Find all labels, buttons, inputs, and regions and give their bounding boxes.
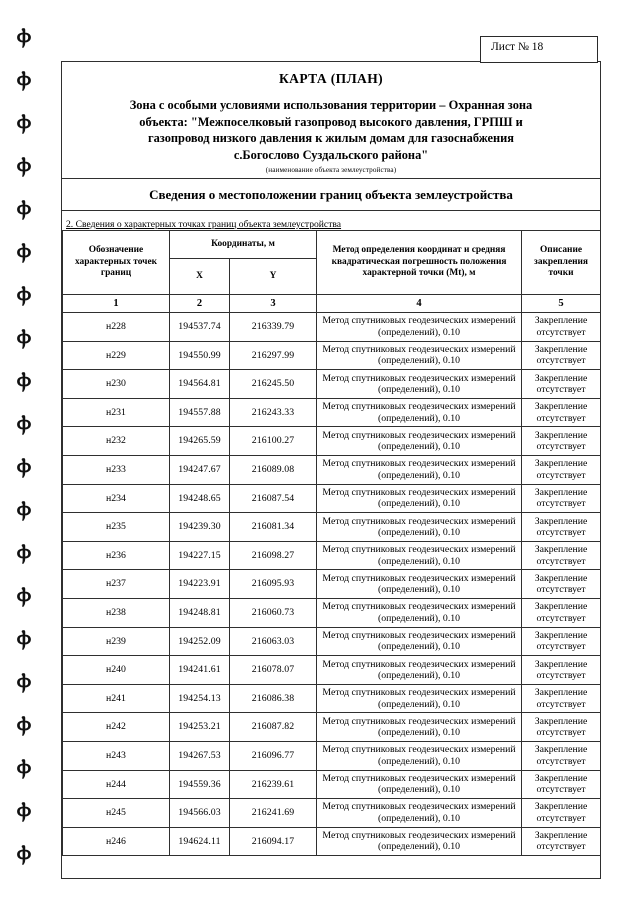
cell-point-designation: н240	[63, 656, 170, 685]
cell-fixing-description: Закрепление отсутствует	[522, 313, 601, 342]
cell-fixing-description: Закрепление отсутствует	[522, 684, 601, 713]
cell-point-designation: н236	[63, 541, 170, 570]
cell-coordinate-y: 216087.82	[230, 713, 317, 742]
cell-fixing-description: Закрепление отсутствует	[522, 513, 601, 542]
table-row	[63, 313, 601, 342]
cell-coordinate-y: 216060.73	[230, 598, 317, 627]
scan-artifact-mark: Ⲫ	[16, 285, 29, 307]
cell-coordinate-x: 194537.74	[170, 313, 230, 342]
table-row	[63, 799, 601, 828]
scan-artifact-mark: Ⲫ	[16, 586, 29, 608]
cell-fixing-description: Закрепление отсутствует	[522, 656, 601, 685]
cell-coordinate-x: 194624.11	[170, 827, 230, 856]
scan-artifact-mark: Ⲫ	[16, 500, 29, 522]
cell-fixing-description: Закрепление отсутствует	[522, 827, 601, 856]
column-number-row	[63, 295, 601, 313]
object-name-caption: (наименование объекта землеустройства)	[265, 166, 397, 174]
cell-coordinate-y: 216239.61	[230, 770, 317, 799]
cell-coordinate-y: 216095.93	[230, 570, 317, 599]
column-number-5: 5	[522, 295, 601, 313]
object-name-line-3: газопровод низкого давления к жилым домам для газоснабжения	[147, 131, 515, 145]
cell-coordinate-x: 194557.88	[170, 398, 230, 427]
cell-coordinate-y: 216100.27	[230, 427, 317, 456]
cell-coordinate-y: 216063.03	[230, 627, 317, 656]
cell-coordinate-x: 194247.67	[170, 455, 230, 484]
cell-determination-method: Метод спутниковых геодезических измерений (определений), 0.10	[317, 598, 522, 627]
column-number-3: 3	[230, 295, 317, 313]
cell-determination-method: Метод спутниковых геодезических измерений (определений), 0.10	[317, 570, 522, 599]
cell-coordinate-x: 194267.53	[170, 741, 230, 770]
cell-determination-method: Метод спутниковых геодезических измерений (определений), 0.10	[317, 656, 522, 685]
column-number-2: 2	[170, 295, 230, 313]
cell-fixing-description: Закрепление отсутствует	[522, 627, 601, 656]
cell-determination-method: Метод спутниковых геодезических измерений (определений), 0.10	[317, 541, 522, 570]
cell-determination-method: Метод спутниковых геодезических измерений (определений), 0.10	[317, 713, 522, 742]
cell-coordinate-y: 216087.54	[230, 484, 317, 513]
scan-artifact-mark: Ⲫ	[16, 371, 29, 393]
cell-coordinate-x: 194265.59	[170, 427, 230, 456]
cell-coordinate-y: 216245.50	[230, 370, 317, 399]
table-row	[63, 741, 601, 770]
header-coord-y: Y	[230, 259, 317, 295]
header-coordinates: Координаты, м	[170, 231, 317, 259]
table-row	[63, 570, 601, 599]
scan-artifact-mark: Ⲫ	[16, 801, 29, 823]
cell-fixing-description: Закрепление отсутствует	[522, 484, 601, 513]
object-name-line-2: объекта: "Межпоселковый газопровод высокого давления, ГРПШ и	[139, 114, 523, 129]
cell-determination-method: Метод спутниковых геодезических измерений (определений), 0.10	[317, 627, 522, 656]
column-number-1: 1	[63, 295, 170, 313]
cell-determination-method: Метод спутниковых геодезических измерений (определений), 0.10	[317, 513, 522, 542]
table-row	[63, 398, 601, 427]
scan-artifact-mark: Ⲫ	[16, 414, 29, 436]
cell-point-designation: н229	[63, 341, 170, 370]
cell-point-designation: н235	[63, 513, 170, 542]
cell-coordinate-x: 194566.03	[170, 799, 230, 828]
column-number-4: 4	[317, 295, 522, 313]
scan-artifact-mark: Ⲫ	[16, 457, 29, 479]
cell-coordinate-x: 194550.99	[170, 341, 230, 370]
cell-fixing-description: Закрепление отсутствует	[522, 598, 601, 627]
cell-determination-method: Метод спутниковых геодезических измерений (определений), 0.10	[317, 427, 522, 456]
table-row	[63, 827, 601, 856]
scan-artifact-mark: Ⲫ	[16, 27, 29, 49]
cell-coordinate-x: 194223.91	[170, 570, 230, 599]
cell-determination-method: Метод спутниковых геодезических измерений (определений), 0.10	[317, 770, 522, 799]
cell-point-designation: н233	[63, 455, 170, 484]
cell-fixing-description: Закрепление отсутствует	[522, 541, 601, 570]
cell-coordinate-x: 194248.81	[170, 598, 230, 627]
cell-coordinate-y: 216297.99	[230, 341, 317, 370]
scan-artifact-mark: Ⲫ	[16, 629, 29, 651]
cell-coordinate-x: 194227.15	[170, 541, 230, 570]
object-name-line-1: Зона с особыми условиями использования территории – Охранная зона	[129, 98, 533, 112]
header-method: Метод определения координат и средняя квадратическая погрешность положения характерной точки (Mt), м	[317, 231, 522, 295]
cell-point-designation: н241	[63, 684, 170, 713]
cell-fixing-description: Закрепление отсутствует	[522, 741, 601, 770]
cell-determination-method: Метод спутниковых геодезических измерений (определений), 0.10	[317, 455, 522, 484]
cell-determination-method: Метод спутниковых геодезических измерений (определений), 0.10	[317, 341, 522, 370]
cell-point-designation: н245	[63, 799, 170, 828]
cell-coordinate-y: 216078.07	[230, 656, 317, 685]
table-header	[63, 231, 601, 313]
section-heading-band	[62, 179, 600, 211]
cell-coordinate-y: 216339.79	[230, 313, 317, 342]
cell-determination-method: Метод спутниковых геодезических измерений (определений), 0.10	[317, 827, 522, 856]
cell-coordinate-x: 194559.36	[170, 770, 230, 799]
cell-determination-method: Метод спутниковых геодезических измерений (определений), 0.10	[317, 799, 522, 828]
cell-fixing-description: Закрепление отсутствует	[522, 341, 601, 370]
sheet-number-box	[480, 36, 598, 63]
cell-point-designation: н230	[63, 370, 170, 399]
table-row	[63, 513, 601, 542]
cell-point-designation: н242	[63, 713, 170, 742]
cell-determination-method: Метод спутниковых геодезических измерений (определений), 0.10	[317, 313, 522, 342]
document-title: КАРТА (ПЛАН)	[278, 71, 383, 86]
table-row	[63, 455, 601, 484]
cell-coordinate-y: 216089.08	[230, 455, 317, 484]
cell-coordinate-x: 194248.65	[170, 484, 230, 513]
cell-determination-method: Метод спутниковых геодезических измерений (определений), 0.10	[317, 484, 522, 513]
table-row	[63, 598, 601, 627]
scan-artifact-mark: Ⲫ	[16, 672, 29, 694]
document-page-frame	[61, 61, 601, 879]
table-header-row	[63, 231, 601, 259]
cell-coordinate-x: 194239.30	[170, 513, 230, 542]
table-row	[63, 541, 601, 570]
cell-fixing-description: Закрепление отсутствует	[522, 427, 601, 456]
cell-coordinate-y: 216081.34	[230, 513, 317, 542]
cell-coordinate-y: 216241.69	[230, 799, 317, 828]
cell-coordinate-x: 194253.21	[170, 713, 230, 742]
scan-artifact-mark: Ⲫ	[16, 156, 29, 178]
table-row	[63, 656, 601, 685]
cell-determination-method: Метод спутниковых геодезических измерений (определений), 0.10	[317, 684, 522, 713]
cell-fixing-description: Закрепление отсутствует	[522, 398, 601, 427]
cell-coordinate-y: 216096.77	[230, 741, 317, 770]
scan-artifact-mark: Ⲫ	[16, 543, 29, 565]
scan-artifact-mark: Ⲫ	[16, 758, 29, 780]
cell-fixing-description: Закрепление отсутствует	[522, 455, 601, 484]
subsection-heading-band	[62, 211, 600, 230]
header-coord-x: X	[170, 259, 230, 295]
table-row	[63, 427, 601, 456]
cell-fixing-description: Закрепление отсутствует	[522, 713, 601, 742]
table-row	[63, 484, 601, 513]
cell-coordinate-x: 194564.81	[170, 370, 230, 399]
cell-coordinate-y: 216094.17	[230, 827, 317, 856]
scan-artifact-mark: Ⲫ	[16, 328, 29, 350]
subsection-heading: 2. Сведения о характерных точках границ объекта землеустройства	[66, 219, 342, 230]
section-heading: Сведения о местоположении границ объекта землеустройства	[149, 186, 513, 202]
cell-determination-method: Метод спутниковых геодезических измерений (определений), 0.10	[317, 398, 522, 427]
cell-point-designation: н243	[63, 741, 170, 770]
scan-artifact-mark: Ⲫ	[16, 113, 29, 135]
cell-fixing-description: Закрепление отсутствует	[522, 370, 601, 399]
characteristic-points-table	[62, 230, 601, 856]
header-designation: Обозначение характерных точек границ	[63, 231, 170, 295]
cell-coordinate-x: 194254.13	[170, 684, 230, 713]
object-name-line-4: с.Богослово Суздальского района"	[233, 147, 429, 162]
cell-point-designation: н232	[63, 427, 170, 456]
scan-artifact-mark: Ⲫ	[16, 70, 29, 92]
cell-coordinate-y: 216086.38	[230, 684, 317, 713]
cell-fixing-description: Закрепление отсутствует	[522, 570, 601, 599]
scan-artifact-mark: Ⲫ	[16, 844, 29, 866]
cell-point-designation: н238	[63, 598, 170, 627]
cell-coordinate-y: 216098.27	[230, 541, 317, 570]
cell-point-designation: н234	[63, 484, 170, 513]
cell-coordinate-y: 216243.33	[230, 398, 317, 427]
title-block	[62, 62, 600, 179]
cell-point-designation: н244	[63, 770, 170, 799]
cell-determination-method: Метод спутниковых геодезических измерений (определений), 0.10	[317, 741, 522, 770]
header-description: Описание закрепления точки	[522, 231, 601, 295]
cell-point-designation: н246	[63, 827, 170, 856]
table-body	[63, 313, 601, 856]
table-row	[63, 770, 601, 799]
cell-coordinate-x: 194252.09	[170, 627, 230, 656]
cell-point-designation: н237	[63, 570, 170, 599]
table-row	[63, 684, 601, 713]
scan-artifact-mark: Ⲫ	[16, 242, 29, 264]
cell-coordinate-x: 194241.61	[170, 656, 230, 685]
scan-artifact-mark: Ⲫ	[16, 199, 29, 221]
sheet-number-label: Лист № 18	[491, 41, 544, 53]
table-row	[63, 341, 601, 370]
scan-artifact-mark: Ⲫ	[16, 715, 29, 737]
table-row	[63, 370, 601, 399]
cell-point-designation: н231	[63, 398, 170, 427]
cell-determination-method: Метод спутниковых геодезических измерений (определений), 0.10	[317, 370, 522, 399]
cell-fixing-description: Закрепление отсутствует	[522, 799, 601, 828]
table-row	[63, 713, 601, 742]
cell-point-designation: н228	[63, 313, 170, 342]
cell-fixing-description: Закрепление отсутствует	[522, 770, 601, 799]
table-row	[63, 627, 601, 656]
cell-point-designation: н239	[63, 627, 170, 656]
scan-margin-artifacts	[0, 0, 58, 905]
